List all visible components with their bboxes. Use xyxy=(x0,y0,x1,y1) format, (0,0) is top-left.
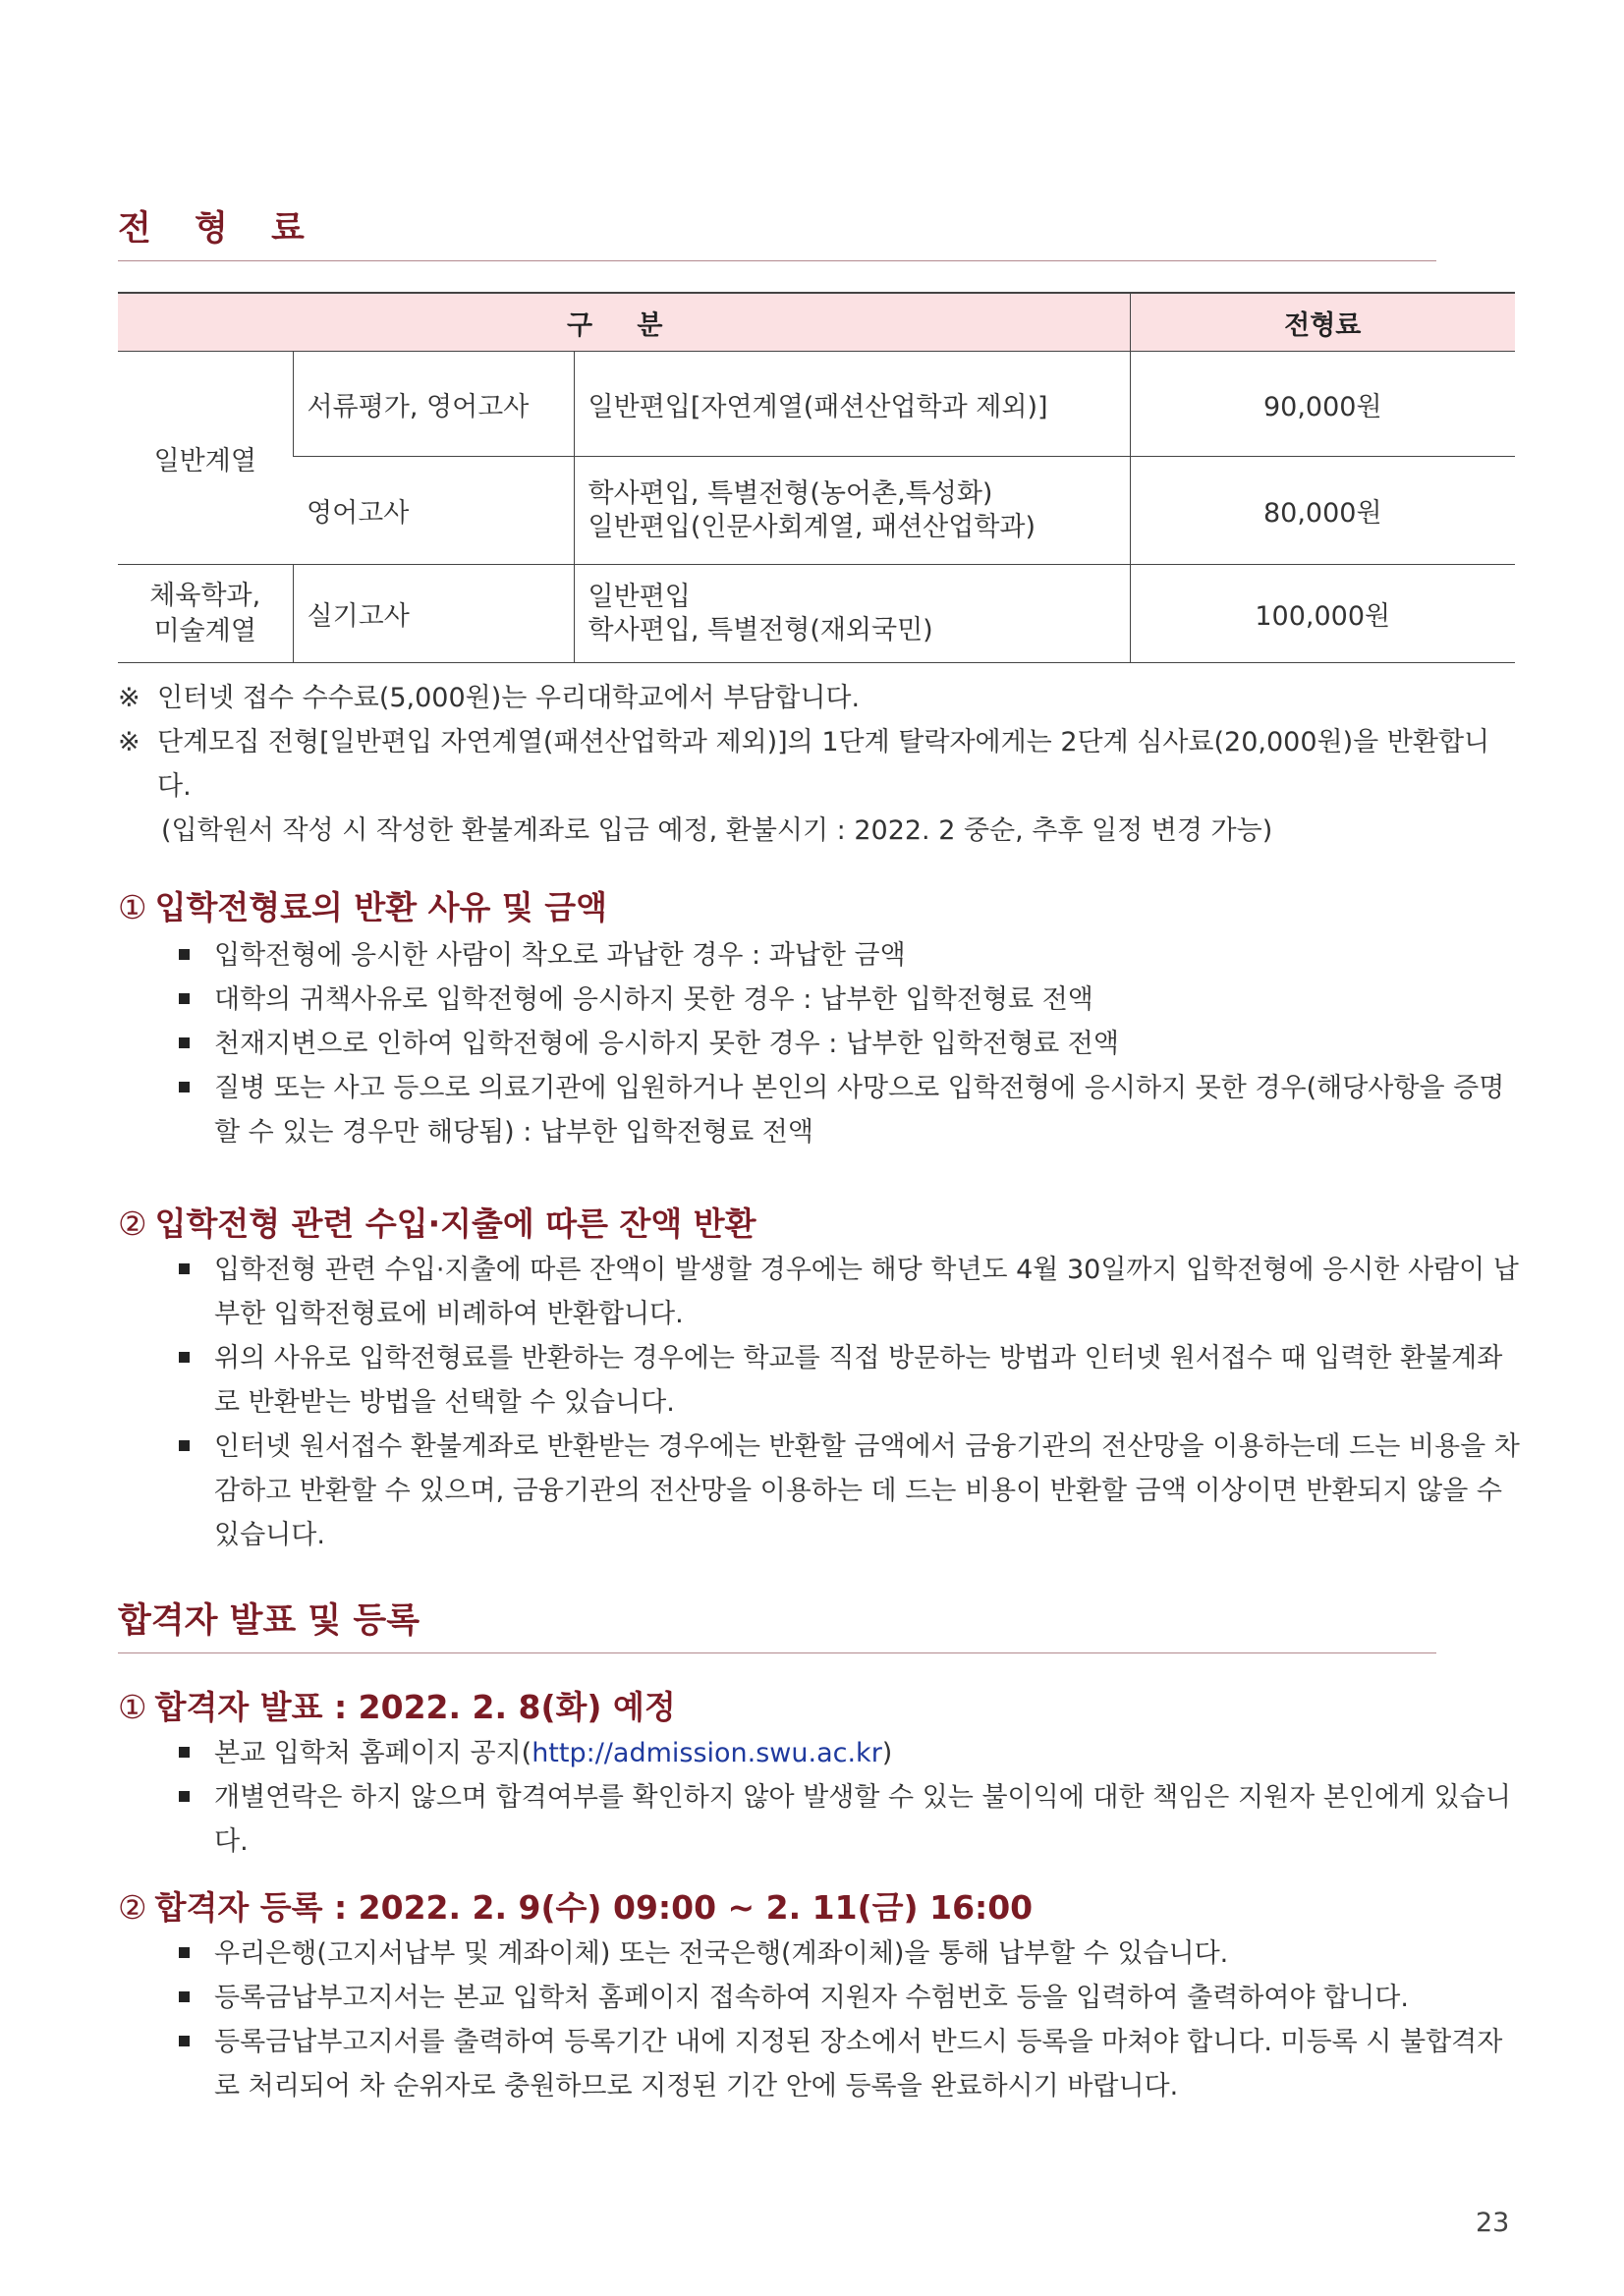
type-cell: 일반편입 학사편입, 특별전형(재외국민) xyxy=(574,565,1130,663)
note-1: ※ 인터넷 접수 수수료(5,000원)는 우리대학교에서 부담합니다. xyxy=(118,683,861,713)
fee-cell: 90,000원 xyxy=(1130,352,1515,457)
type-cell: 일반편입[자연계열(패션산업학과 제외)] xyxy=(574,352,1130,457)
list-item: 우리은행(고지서납부 및 계좌이체) 또는 전국은행(계좌이체)을 통해 납부할 수 있습니다. xyxy=(177,1932,1523,1976)
list-item: 천재지변으로 인하여 입학전형에 응시하지 못한 경우 : 납부한 입학전형료 전액 xyxy=(177,1022,1523,1066)
list-item: 입학전형 관련 수입·지출에 따른 잔액이 발생할 경우에는 해당 학년도 4월 30일까지 입학전형에 응시한 사람이 납부한 입학전형료에 비례하여 반환합니다. xyxy=(177,1248,1523,1336)
note-2: ※ 단계모집 전형[일반편입 자연계열(패션산업학과 제외)]의 1단계 탈락자에게는 2단계 심사료(20,000원)을 반환합니다. xyxy=(118,727,1490,802)
list-item: 대학의 귀책사유로 입학전형에 응시하지 못한 경우 : 납부한 입학전형료 전액 xyxy=(177,978,1523,1022)
list-item: 등록금납부고지서는 본교 입학처 홈페이지 접속하여 지원자 수험번호 등을 입력하여 출력하여야 합니다. xyxy=(177,1976,1523,2020)
refund2-list xyxy=(177,1248,1523,1557)
page-number: 23 xyxy=(1476,2208,1510,2238)
fee-cell: 100,000원 xyxy=(1130,565,1515,663)
list-item: 개별연락은 하지 않으며 합격여부를 확인하지 않아 발생할 수 있는 불이익에 대한 책임은 지원자 본인에게 있습니다. xyxy=(177,1775,1523,1864)
group-cell: 일반계열 xyxy=(118,352,293,565)
eval-cell: 실기고사 xyxy=(293,565,574,663)
register-list xyxy=(177,1932,1523,2108)
list-item: 입학전형에 응시한 사람이 착오로 과납한 경우 : 과납한 금액 xyxy=(177,933,1523,978)
eval-cell: 영어고사 xyxy=(293,457,574,565)
list-item: 질병 또는 사고 등으로 의료기관에 입원하거나 본인의 사망으로 입학전형에 응시하지 못한 경우(해당사항을 증명할 수 있는 경우만 해당됨) : 납부한 입학전형료 전액 xyxy=(177,1066,1523,1154)
refund2-title: ② 입학전형 관련 수입·지출에 따른 잔액 반환 xyxy=(118,1204,756,1243)
admission-link[interactable]: http://admission.swu.ac.kr xyxy=(532,1738,882,1768)
section-title-result: 합격자 발표 및 등록 xyxy=(118,1594,1436,1653)
header-fee: 전형료 xyxy=(1130,293,1515,352)
note-3: (입학원서 작성 시 작성한 환불계좌로 입금 예정, 환불시기 : 2022. 2 중순, 추후 일정 변경 가능) xyxy=(161,815,1273,846)
list-item: 인터넷 원서접수 환불계좌로 반환받는 경우에는 반환할 금액에서 금융기관의 전산망을 이용하는데 드는 비용을 차감하고 반환할 수 있으며, 금융기관의 전산망을 이용하는 데 드는 비용이 반환할 금액 이상이면 반환되지 않을 수 있습니다. xyxy=(177,1425,1523,1557)
header-category: 구 분 xyxy=(118,293,1130,352)
refund1-list xyxy=(177,933,1523,1154)
refund1-title: ① 입학전형료의 반환 사유 및 금액 xyxy=(118,888,607,926)
announce-list xyxy=(177,1731,1523,1864)
announce-title: ① 합격자 발표 : 2022. 2. 8(화) 예정 xyxy=(118,1688,676,1726)
table-header-row xyxy=(118,293,1515,352)
list-item: 위의 사유로 입학전형료를 반환하는 경우에는 학교를 직접 방문하는 방법과 인터넷 원서접수 때 입력한 환불계좌로 반환받는 방법을 선택할 수 있습니다. xyxy=(177,1336,1523,1425)
list-item: 등록금납부고지서를 출력하여 등록기간 내에 지정된 장소에서 반드시 등록을 마쳐야 합니다. 미등록 시 불합격자로 처리되어 차 순위자로 충원하므로 지정된 기간 안에 등록을 완료하시기 바랍니다. xyxy=(177,2020,1523,2108)
fee-table xyxy=(118,292,1515,663)
table-row xyxy=(118,565,1515,663)
table-row xyxy=(118,457,1515,565)
register-title: ② 합격자 등록 : 2022. 2. 9(수) 09:00 ~ 2. 11(금) 16:00 xyxy=(118,1888,1034,1927)
section-title-fee: 전 형 료 xyxy=(118,201,1436,261)
type-cell: 학사편입, 특별전형(농어촌,특성화) 일반편입(인문사회계열, 패션산업학과) xyxy=(574,457,1130,565)
fee-cell: 80,000원 xyxy=(1130,457,1515,565)
eval-cell: 서류평가, 영어고사 xyxy=(293,352,574,457)
table-row xyxy=(118,352,1515,457)
list-item: 본교 입학처 홈페이지 공지(http://admission.swu.ac.kr) xyxy=(177,1731,1523,1775)
group-cell: 체육학과, 미술계열 xyxy=(118,565,293,663)
notes xyxy=(118,676,1523,853)
